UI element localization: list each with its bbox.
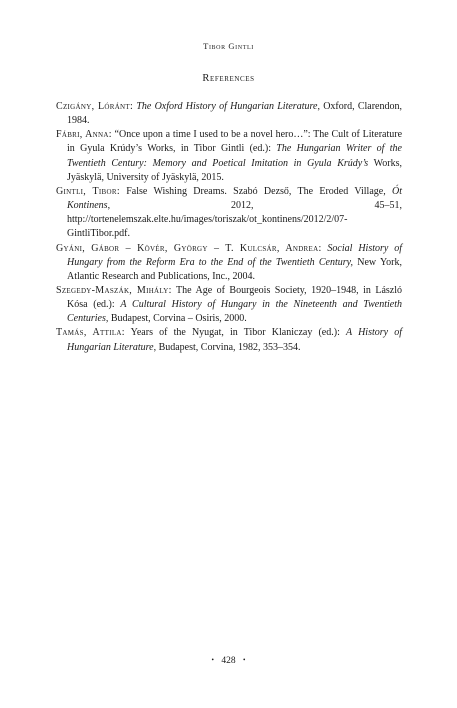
reference-text: Budapest, Corvina – Osiris, 2000. <box>108 313 247 325</box>
reference-title: The Hungarian Writer of the Twentieth Century: Memory and Poetical Imitation in Gyula Krúdy’s <box>67 143 402 169</box>
reference-text: False Wishing Dreams. Szabó Dezső, The Eroded Village, <box>119 185 393 197</box>
reference-author: Czigány, Lóránt: <box>56 101 134 112</box>
reference-author: Gintli, Tibor: <box>56 185 120 197</box>
reference-entry <box>56 100 402 128</box>
reference-text: “Once upon a time I used to be a novel hero…”: The Cult of Literature in Gyula Krúdy’s Works, in Tibor Gintli (ed.): <box>67 129 403 155</box>
reference-entry <box>56 128 402 184</box>
reference-entry <box>56 242 402 284</box>
section-title: References <box>202 73 255 84</box>
reference-title: A Cultural History of Hungary in the Nineteenth and Twentieth Centuries, <box>67 299 403 325</box>
reference-entry <box>56 284 402 326</box>
reference-entry <box>56 326 402 354</box>
reference-text: , 2012, 45–51, http://tortenelemszak.elte.hu/images/toriszak/ot_kontinens/2012/2/07-GintliTibor.pdf. <box>67 200 402 240</box>
reference-author: Fábri, Anna: <box>56 129 112 141</box>
page-number: 428 <box>221 656 236 666</box>
reference-title: A History of Hungarian Literature <box>67 327 403 353</box>
reference-author: Szegedy-Maszák, Mihály: <box>56 284 172 296</box>
reference-title: Ót Kontinens <box>67 185 403 212</box>
reference-author: Tamás, Attila: <box>56 327 125 339</box>
reference-author: Gyáni, Gábor – Kövér, György – T. Kulcsár, Andrea: <box>56 242 322 254</box>
footer-bullet-left: • <box>211 656 214 664</box>
reference-title: Social History of Hungary from the Reform Era to the End of the Twentieth Century, <box>67 242 402 268</box>
reference-list <box>56 100 402 355</box>
reference-text: , Budapest, Corvina, 1982, 353–354. <box>153 341 301 353</box>
reference-text: New York, Atlantic Research and Publications, Inc., 2004. <box>67 256 402 282</box>
reference-text: The Age of Bourgeois Society, 1920–1948, in László Kósa (ed.): <box>67 284 402 311</box>
footer-bullet-right: • <box>243 656 246 664</box>
reference-text: , Oxford, Clarendon, 1984. <box>67 101 402 127</box>
reference-title: The Oxford History of Hungarian Literature <box>136 101 318 112</box>
running-head: Tibor Gintli <box>203 41 254 51</box>
page-footer <box>0 656 457 666</box>
reference-text: Years of the Nyugat, in Tibor Klaniczay (ed.): <box>124 327 346 339</box>
reference-text: Works, Jyäskylä, University of Jyäskylä, 2015. <box>67 157 402 183</box>
reference-entry <box>56 185 402 241</box>
